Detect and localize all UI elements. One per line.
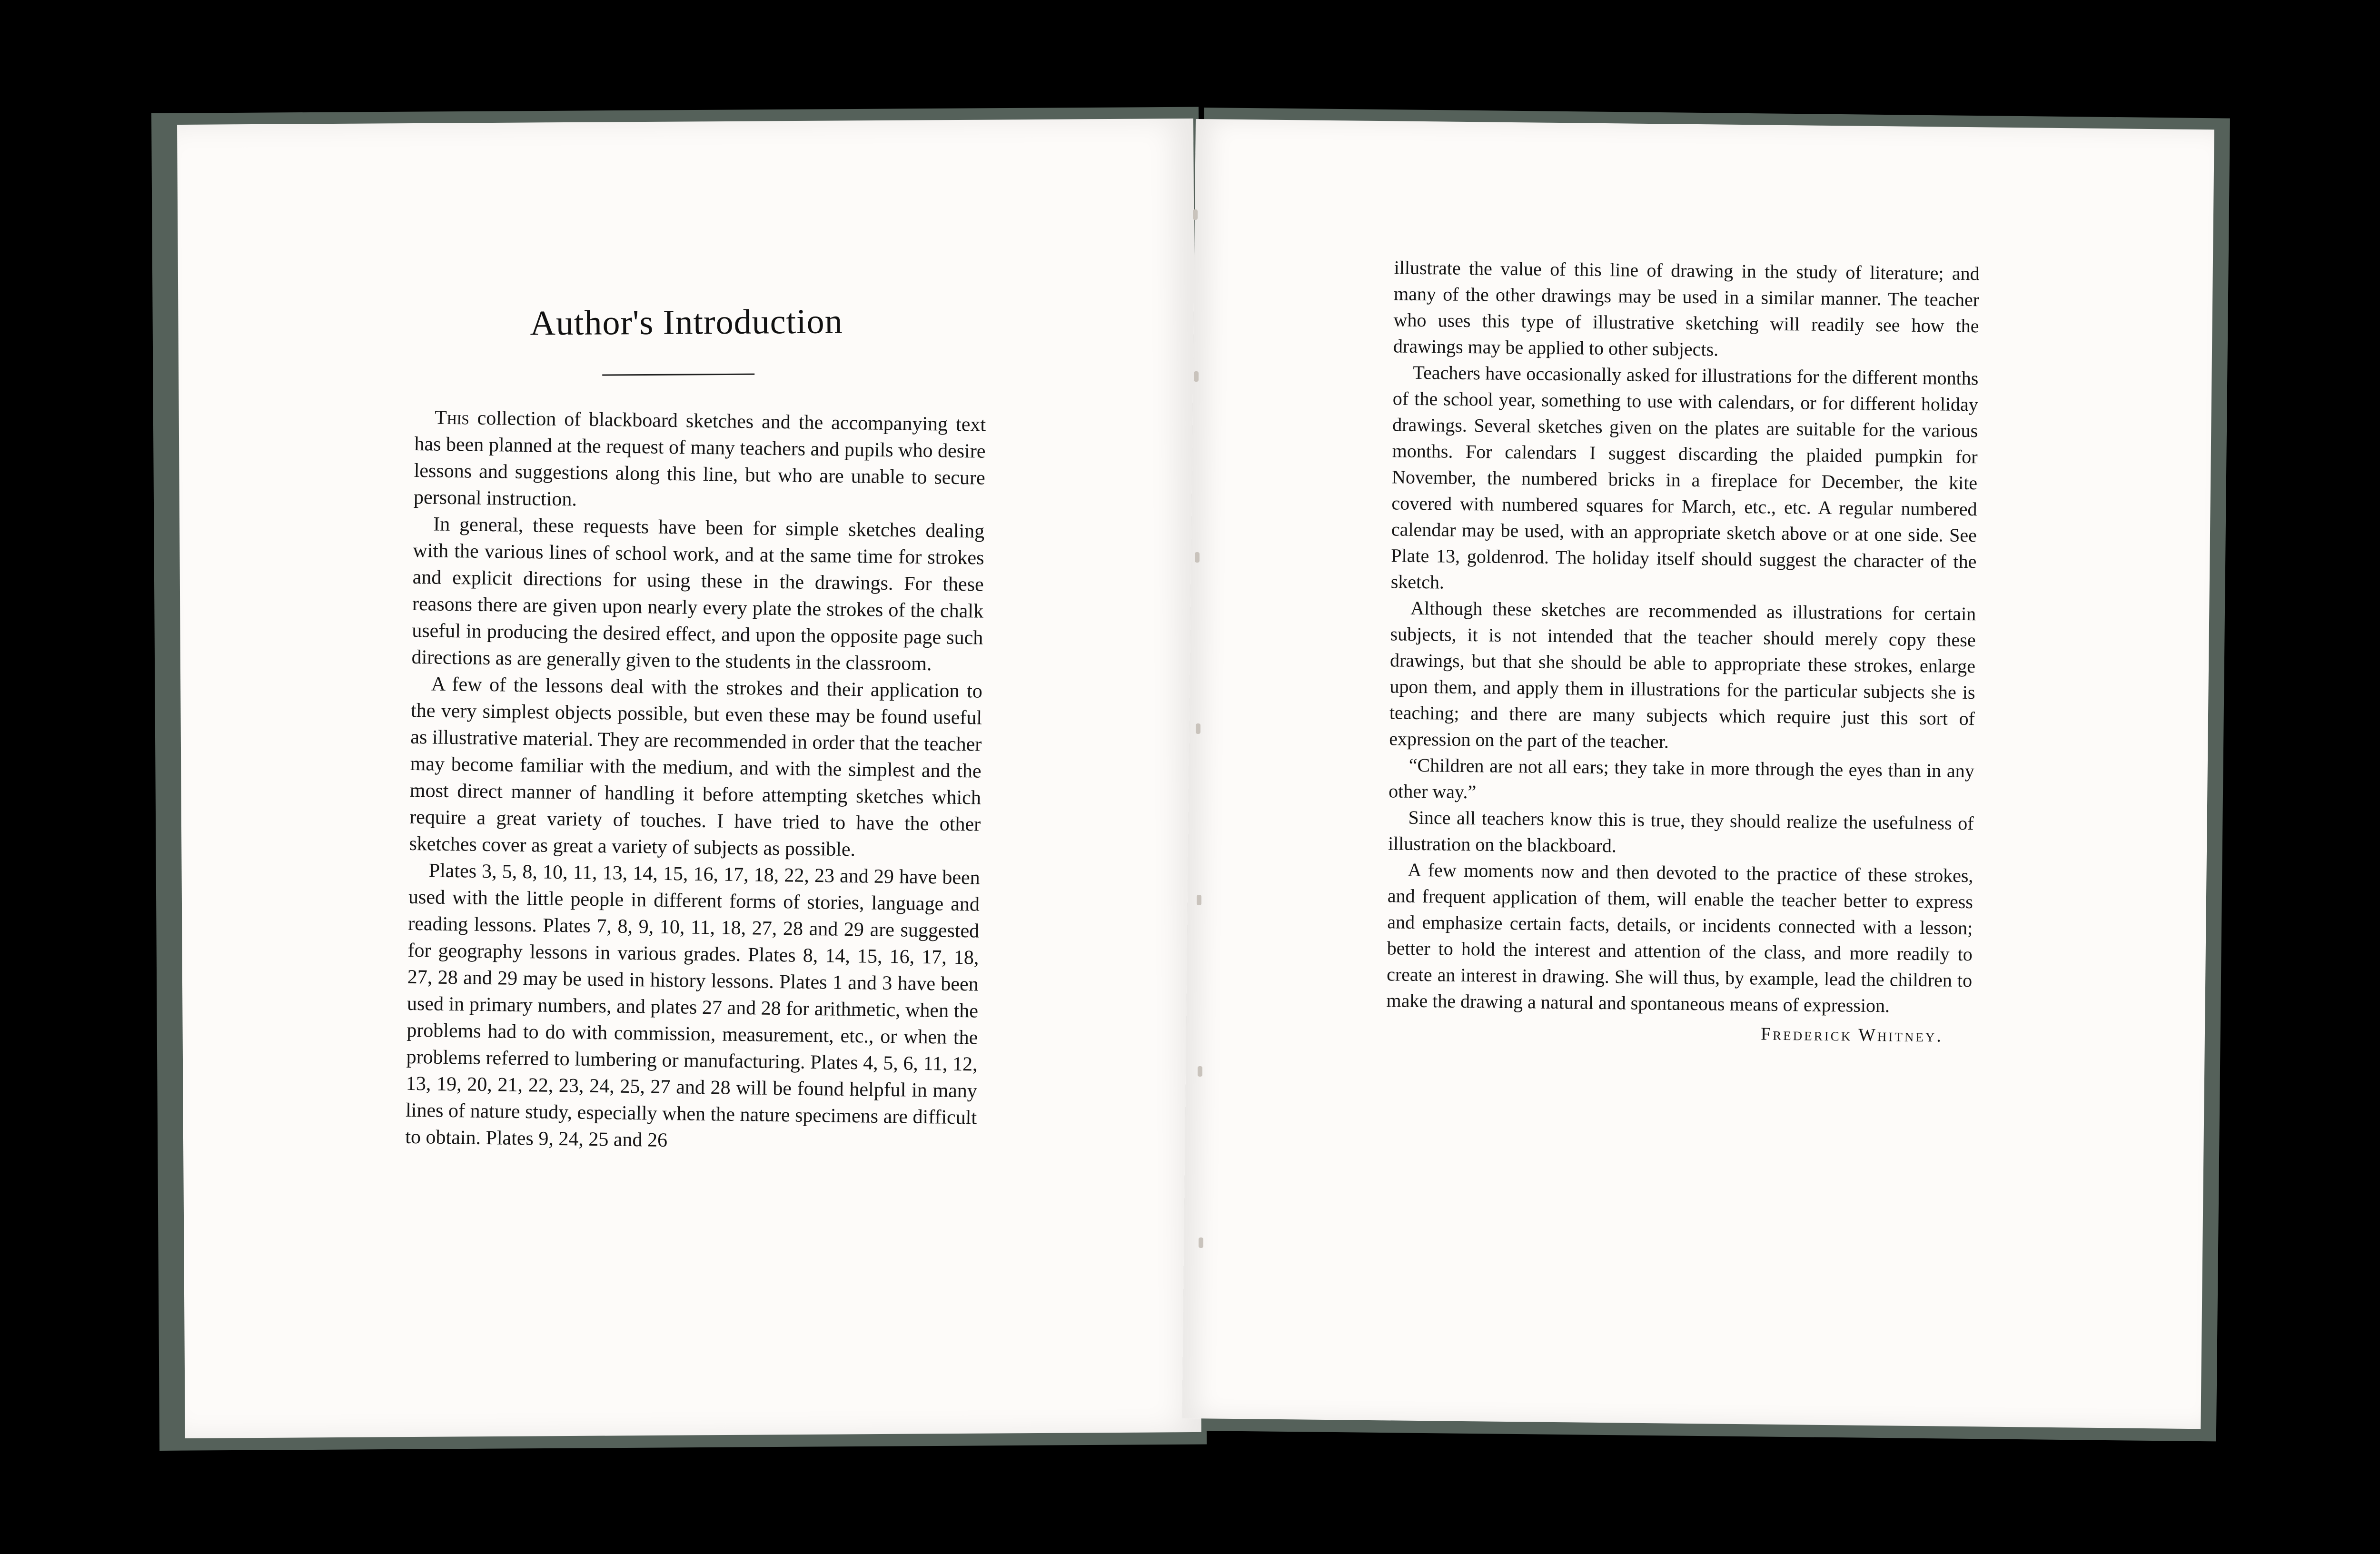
paragraph: illustrate the value of this line of drawing in the study of literature; and many of the other drawings may be used in a similar manner. The teacher who uses this type of illustrative sketching will readily see how the drawings may be applied to other subjects. [1393,257,1980,360]
binding-stitch [1195,552,1200,563]
paragraph: Plates 3, 5, 8, 10, 11, 13, 14, 15, 16, 17, 18, 22, 23 and 29 have been used with the little people in different forms of stories, language and reading lessons. Plates 7, 8, 9, 10, 11, 18, 27, 28 and 29 are suggested for geography lessons in various grades. Plates 8, 14, 15, 16, 17, 18, 27, 28 and 29 may be used in history lessons. Plates 1 and 3 have been used in primary numbers, and plates 27 and 28 for arithmetic, when the problems had to do with commission, measurement, etc., or when the problems referred to lumbering or manufacturing. Plates 4, 5, 6, 11, 12, 13, 19, 20, 21, 22, 23, 24, 25, 27 and 28 will be found helpful in many lines of nature study, especially when the nature specimens are difficult to obtain. Plates 9, 24, 25 and 26 [405,860,980,1152]
left-page-body [405,404,986,1158]
binding-stitch [1197,895,1201,905]
author-signature: Frederick Whitney. [1760,1024,1944,1046]
paragraph: A few moments now and then devoted to the practice of these strokes, and frequent application of them, will enable the teacher better to express and emphasize certain facts, details, or incidents connected with a lesson; better to hold the interest and attention of the class, and more readily to create an interest in drawing. She will thus, by example, lead the children to make the drawing a natural and spontaneous means of expression. [1386,859,1973,1017]
paragraph: Since all teachers know this is true, they should realize the usefulness of illustration on the blackboard. [1388,806,1974,857]
quote-paragraph: “Children are not all ears; they take in more through the eyes than in any other way.” [1388,754,1974,803]
left-page [177,119,1201,1438]
paragraph: In general, these requests have been for simple sketches dealing with the various lines of school work, and at the same time for strokes and explicit directions for using these in the drawings. For these reasons there are given upon nearly every plate the strokes of the chalk useful in producing the desired effect, and upon the opposite page such directions as are generally given to the students in the classroom. [411,513,985,675]
binding-stitch [1194,371,1199,382]
title-divider [602,374,754,376]
binding-stitch [1199,1237,1203,1248]
right-page-body [1386,254,1980,1049]
binding-stitch [1198,1066,1202,1077]
paragraph: This collection of blackboard sketches and the accompanying text has been planned at the request of many teachers and pupils who desire lessons and suggestions along this line, but who are unable to secure personal instruction. [413,406,986,511]
binding-stitch [1196,723,1200,734]
right-page [1182,119,2214,1429]
paragraph: Although these sketches are recommended as illustrations for certain subjects, it is not intended that the teacher should merely copy these drawings, but that she should be able to appropriate these strokes, enlarge upon them, and apply them in illustrations for the particular subjects she is teaching; and there are many subjects which require just this sort of expression on the part of the teacher. [1389,597,1976,752]
drop-word: This [434,406,469,429]
binding-stitch [1193,209,1198,220]
paragraph: Teachers have occasionally asked for illustrations for the different months of the school year, something to use with calendars, or for different holiday drawings. Several sketches given on the plates are suitable for the various months. For calendars I suggest discarding the plaided pumpkin for November, the numbered bricks in a fireplace for December, the kite covered with numbered squares for March, etc., etc. A regular numbered calendar may be used, with an appropriate sketch above or at one side. See Plate 13, goldenrod. The holiday itself should suggest the character of the sketch. [1390,361,1979,593]
paragraph: A few of the lessons deal with the strokes and their application to the very simplest objects possible, but even these may be found useful as illustrative material. They are recommended in order that the teacher may become familiar with the medium, and with the simplest and the most direct manner of handling it before attempting sketches which require a great variety of touches. I have tried to have the other sketches cover as great a variety of subjects as possible. [409,673,983,861]
page-title: Author's Introduction [530,302,843,343]
